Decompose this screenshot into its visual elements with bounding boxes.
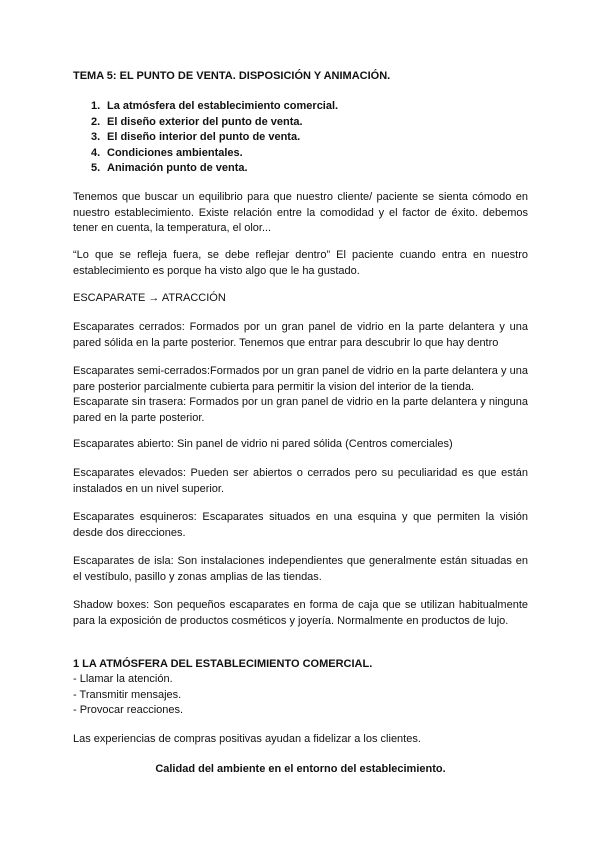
section-1-heading: 1 LA ATMÓSFERA DEL ESTABLECIMIENTO COMERCIAL. (73, 658, 373, 670)
escaparates-esquineros-paragraph: Escaparates esquineros: Escaparates situados en una esquina y que permiten la visión desde dos direcciones. (73, 511, 528, 539)
escaparate-heading: ESCAPARATE → ATRACCIÓN (73, 292, 226, 304)
escaparates-cerrados-paragraph: Escaparates cerrados: Formados por un gran panel de vidrio en la parte delantera y una pared sólida en la parte posterior. Tenemos que entrar para descubrir lo que hay dentro (73, 321, 528, 349)
experiencias-paragraph: Las experiencias de compras positivas ayudan a fidelizar a los clientes. (73, 733, 421, 745)
topic-item: 5. Animación punto de venta. (91, 162, 248, 174)
escaparates-isla-paragraph: Escaparates de isla: Son instalaciones independientes que generalmente están situadas en el vestíbulo, pasillo y zonas amplias de las tiendas. (73, 555, 528, 583)
shadow-boxes-paragraph: Shadow boxes: Son pequeños escaparates en forma de caja que se utilizan habitualmente para la exposición de productos cosméticos y joyería. Normalmente en productos de lujo. (73, 599, 528, 627)
section-1-list (73, 672, 528, 719)
list-item: - Transmitir mensajes. (73, 688, 182, 701)
list-item: - Llamar la atención. (73, 673, 173, 685)
escaparate-sin-trasera-paragraph: Escaparate sin trasera: Formados por un gran panel de vidrio en la parte delantera y ninguna pared en la parte posterior. (73, 396, 528, 424)
document-title: TEMA 5: EL PUNTO DE VENTA. DISPOSICIÓN Y ANIMACIÓN. (73, 70, 391, 82)
escaparates-semi-cerrados-paragraph: Escaparates semi-cerrados:Formados por un gran panel de vidrio en la parte delantera y una pare posterior parcialmente cubierta para permitir la vision del interior de la tienda. (73, 365, 528, 393)
topic-item: 1. La atmósfera del establecimiento comercial. (91, 100, 339, 112)
topic-item: 3. El diseño interior del punto de venta. (91, 131, 301, 143)
escaparates-elevados-paragraph: Escaparates elevados: Pueden ser abiertos o cerrados pero su peculiaridad es que están instalados en un nivel superior. (73, 467, 528, 495)
escaparates-abierto-paragraph: Escaparates abierto: Sin panel de vidrio ni pared sólida (Centros comerciales) (73, 438, 453, 450)
list-item: - Provocar reacciones. (73, 704, 184, 716)
topic-list (73, 99, 338, 177)
calidad-ambiente-line: Calidad del ambiente en el entorno del establecimiento. (155, 763, 446, 775)
topic-item: 2. El diseño exterior del punto de venta. (91, 115, 303, 128)
quote-paragraph: “Lo que se refleja fuera, se debe reflejar dentro” El paciente cuando entra en nuestro establecimiento es porque ha visto algo que le ha gustado. (73, 249, 528, 277)
topic-item: 4. Condiciones ambientales. (91, 146, 243, 159)
intro-paragraph: Tenemos que buscar un equilibrio para que nuestro cliente/ paciente se sienta cómodo en nuestro establecimiento. Existe relación entre la comodidad y el factor de éxito. debemos tener en cuenta, la temperatura, el olor... (73, 191, 528, 234)
